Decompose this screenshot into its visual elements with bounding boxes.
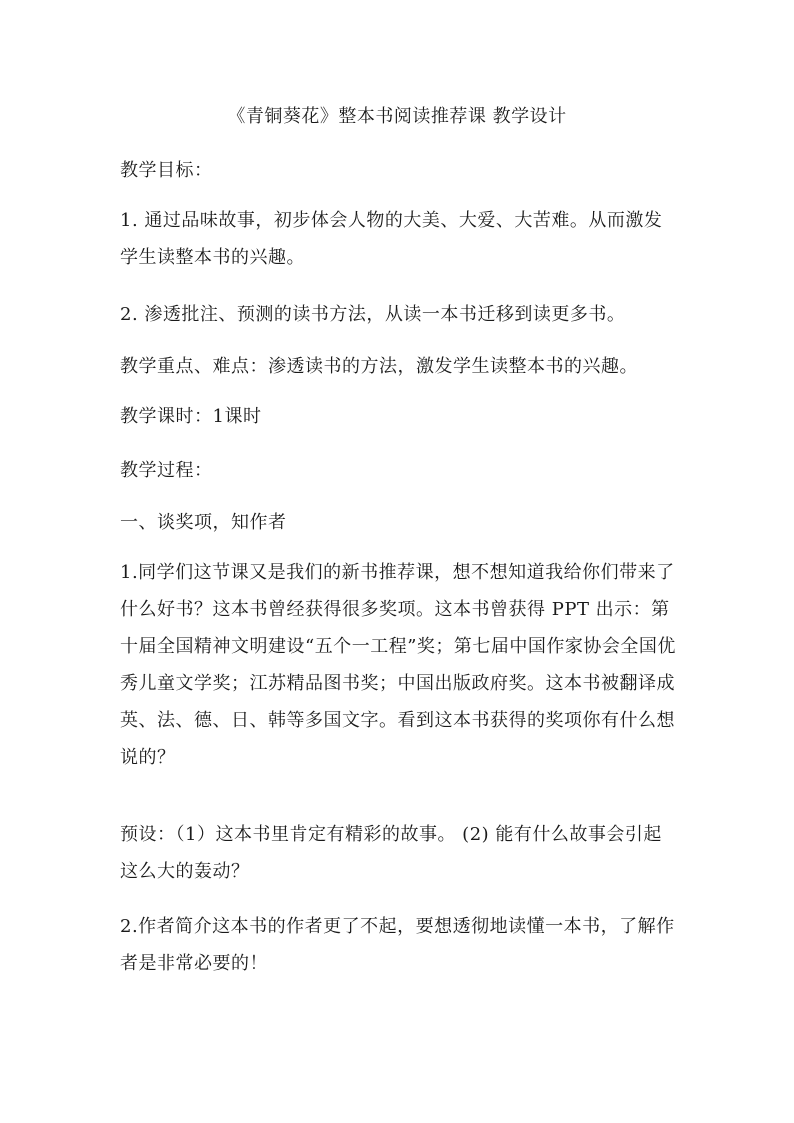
paragraph-class-hours: 教学课时：1课时: [120, 406, 262, 427]
document-title: 《青铜葵花》整本书阅读推荐课 教学设计: [227, 106, 567, 127]
paragraph-key-points: 教学重点、难点：渗透读书的方法，激发学生读整本书的兴趣。: [120, 356, 638, 377]
paragraph-process-heading: 教学过程：: [120, 460, 213, 481]
paragraph-step-2: 2.作者简介这本书的作者更了不起，要想透彻地读懂一本书，了解作者是非常必要的！: [120, 916, 675, 974]
paragraph-section-1-heading: 一、谈奖项，知作者: [120, 512, 287, 533]
paragraph-teaching-goals-heading: 教学目标：: [120, 160, 213, 181]
paragraph-goal-2: 2. 渗透批注、预测的读书方法，从读一本书迁移到读更多书。: [120, 304, 626, 325]
paragraph-goal-1: 1. 通过品味故事，初步体会人物的大美、大爱、大苦难。从而激发学生读整本书的兴趣。: [120, 210, 663, 268]
paragraph-step-1: 1.同学们这节课又是我们的新书推荐课，想不想知道我给你们带来了什么好书？这本书曾经获得很多奖项。这本书曾获得 PPT 出示：第十届全国精神文明建设“五个一工程”奖；第七届中国作家协会全国优秀儿童文学奖；江苏精品图书奖；中国出版政府奖。这本书被翻译成英、法、德、日、韩等多国文字。看到这本书获得的奖项你有什么想说的？: [120, 562, 676, 768]
paragraph-prediction: 预设：（1）这本书里肯定有精彩的故事。 (2) 能有什么故事会引起这么大的轰动？: [120, 824, 662, 882]
